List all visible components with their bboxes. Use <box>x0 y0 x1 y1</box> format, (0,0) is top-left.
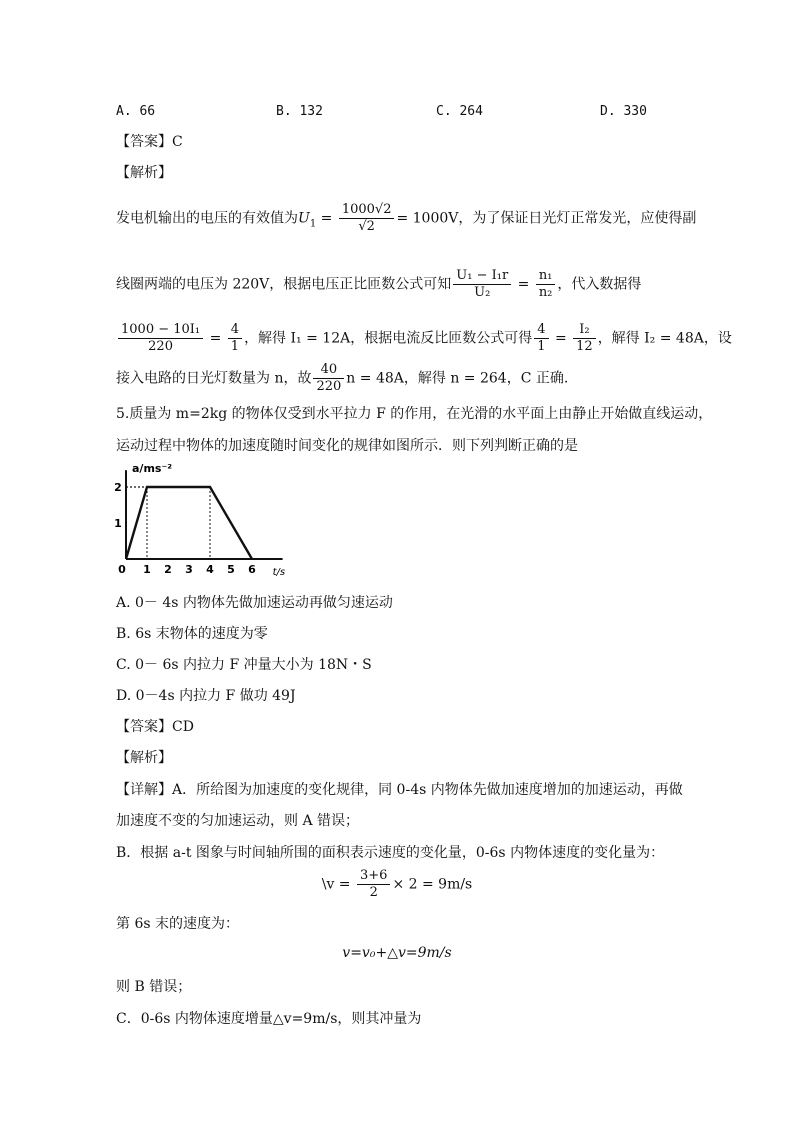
p1-num: 1000√2 <box>339 202 395 219</box>
p4-fraction <box>313 362 344 395</box>
choice-d: D. 0－4s 内拉力 F 做功 49J <box>116 688 296 704</box>
p3-fraction-4 <box>573 322 596 355</box>
p3-end: ，解得 I₂ = 48A，设 <box>597 330 732 347</box>
question-5-line-1: 5.质量为 m=2kg 的物体仅受到水平拉力 F 的作用，在光滑的水平面上由静止开始做直线运动， <box>116 406 713 422</box>
formula-velocity-change <box>0 868 794 901</box>
formula1-den: 2 <box>369 885 378 900</box>
option-c: C. 264 <box>436 104 483 119</box>
formula-final-velocity: v=v₀+△v=9m/s <box>342 945 452 961</box>
velocity-at-6s-label: 第 6s 末的速度为： <box>116 916 239 932</box>
answer-label-1: 【答案】C <box>116 134 183 150</box>
y-axis-label: a/ms⁻² <box>132 462 173 475</box>
answer-label-2: 【答案】CD <box>116 719 194 735</box>
p3-num2: 4 <box>228 322 242 339</box>
p2-end: ，代入数据得 <box>557 276 642 293</box>
p3-den2: 1 <box>230 339 240 354</box>
p2-den: U₂ <box>474 285 491 300</box>
choice-b: B. 6s 末物体的速度为零 <box>116 626 268 642</box>
p1-fraction <box>339 202 395 235</box>
analysis-paragraph-4 <box>116 362 568 395</box>
p3-eq2: = <box>550 330 572 347</box>
p3-den: 220 <box>148 339 173 354</box>
analysis-paragraph-3 <box>116 322 732 355</box>
p2-fraction-1 <box>453 268 511 301</box>
x-tick-label: 3 <box>185 563 193 576</box>
formula1-rhs: × 2 = 9m/s <box>392 876 473 893</box>
p3-num: 1000 − 10I₁ <box>118 322 203 339</box>
analysis-label-2: 【解析】 <box>116 750 172 766</box>
x-tick-label: 6 <box>248 563 256 576</box>
p3-fraction-2 <box>228 322 242 355</box>
p2-num: U₁ − I₁r <box>453 268 511 285</box>
x-tick-label: 0 <box>118 563 126 576</box>
x-tick-label: 4 <box>206 563 214 576</box>
p3-fraction-3 <box>534 322 548 355</box>
p3-num4: I₂ <box>573 322 596 339</box>
p1-den: √2 <box>358 219 375 234</box>
formula1-lhs: \v = <box>321 876 355 893</box>
p3-eq: = <box>205 330 226 347</box>
x-tick-label: 1 <box>143 563 151 576</box>
b-conclusion: 则 B 错误； <box>116 979 192 995</box>
analysis-paragraph-2 <box>116 268 641 301</box>
p4-den: 220 <box>316 379 342 394</box>
option-d: D. 330 <box>600 104 647 119</box>
p1-u1: U <box>298 210 310 227</box>
p3-den4: 12 <box>576 339 593 354</box>
p3-mid: ，解得 I₁ = 12A，根据电流反比匝数公式可得 <box>244 330 533 347</box>
series-line <box>126 487 252 559</box>
detail-a-line-1: 【详解】A．所给图为加速度的变化规律，同 0-4s 内物体先做加速度增加的加速运动，再做 <box>116 782 683 798</box>
x-axis-label: t/s <box>272 567 286 578</box>
p4-num: 40 <box>313 362 344 379</box>
x-tick-label: 2 <box>164 563 172 576</box>
p2-den2: n₂ <box>538 285 553 300</box>
acceleration-time-chart <box>108 462 308 580</box>
x-tick-label: 5 <box>227 563 235 576</box>
p2-start: 线圈两端的电压为 220V，根据电压正比匝数公式可知 <box>116 276 452 293</box>
p2-num2: n₁ <box>536 268 556 285</box>
p1-sub1: 1 <box>309 218 317 230</box>
y-tick-label: 2 <box>114 481 122 494</box>
p3-num3: 4 <box>534 322 548 339</box>
choice-c: C. 0－ 6s 内拉力 F 冲量大小为 18N・S <box>116 657 372 673</box>
formula1-fraction <box>357 868 390 901</box>
p2-eq: = <box>513 276 534 293</box>
question-5-line-2: 运动过程中物体的加速度随时间变化的规律如图所示．则下列判断正确的是 <box>116 438 578 454</box>
choice-a: A. 0－ 4s 内物体先做加速运动再做匀速运动 <box>116 595 393 611</box>
formula1-num: 3+6 <box>357 868 390 885</box>
analysis-paragraph-1 <box>116 202 696 235</box>
detail-c-line-1: C．0-6s 内物体速度增量△v=9m/s，则其冲量为 <box>116 1011 422 1027</box>
y-tick-label: 1 <box>114 517 122 530</box>
analysis-label-1: 【解析】 <box>116 165 172 181</box>
option-a: A. 66 <box>116 104 156 119</box>
p4-start: 接入电路的日光灯数量为 n，故 <box>116 370 312 387</box>
p4-end: n = 48A，解得 n = 264，C 正确. <box>346 370 569 387</box>
p1-start: 发电机输出的电压的有效值为 <box>116 210 298 227</box>
p3-den3: 1 <box>537 339 546 354</box>
detail-a-line-2: 加速度不变的匀加速运动，则 A 错误； <box>116 813 360 829</box>
detail-b-line-1: B．根据 a-t 图象与时间轴所围的面积表示速度的变化量，0-6s 内物体速度的变化量为： <box>116 845 665 861</box>
p2-fraction-2 <box>536 268 556 301</box>
p1-result: = 1000V，为了保证日光灯正常发光，应使得副 <box>396 210 697 227</box>
p3-fraction-1 <box>118 322 203 355</box>
option-b: B. 132 <box>276 104 323 119</box>
p1-eq: = <box>316 210 337 227</box>
